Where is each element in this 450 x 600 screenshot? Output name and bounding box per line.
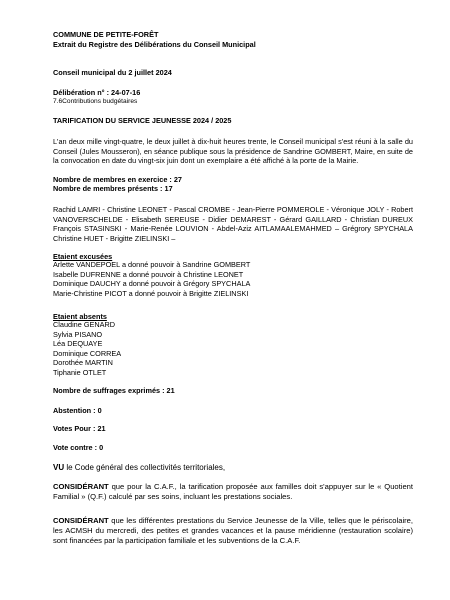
members-in-office: Nombre de membres en exercice : 27: [53, 175, 182, 184]
votes-against-count: Vote contre : 0: [53, 443, 104, 452]
abstention-count: Abstention : 0: [53, 406, 102, 415]
considerant-lead: CONSIDÉRANT: [53, 516, 109, 525]
absent-heading: Etaient absents: [53, 312, 107, 321]
conseil-date: Conseil municipal du 2 juillet 2024: [53, 68, 172, 77]
considerant-text: que les différentes prestations du Service Jeunesse de la Ville, telles que le périscolaire, les ACMSH du mercredi, des petites et grandes vacances et la pause méridienne (restauration scolaire) sont financées par la participation familiale et les subventions de la C.A.F.: [53, 516, 413, 545]
list-item: Claudine GENARD: [53, 320, 116, 329]
commune-name: COMMUNE DE PETITE-FORÊT: [53, 30, 159, 39]
absent-list: [53, 320, 413, 378]
list-item: Marie-Christine PICOT a donné pouvoir à Brigitte ZIELINSKI: [53, 288, 249, 298]
list-item: Sylvia PISANO: [53, 329, 103, 339]
list-item: Dominique DAUCHY a donné pouvoir à Grégory SPYCHALA: [53, 279, 251, 289]
document-title: TARIFICATION DU SERVICE JEUNESSE 2024 / 2025: [53, 116, 232, 125]
excused-heading: Etaient excusées: [53, 252, 113, 261]
vu-lead: VU: [53, 463, 65, 472]
members-present: Nombre de membres présents : 17: [53, 184, 173, 193]
considerant-1-paragraph: [53, 482, 413, 502]
list-item: Léa DEQUAYE: [53, 339, 103, 349]
list-item: Tiphanie OTLET: [53, 367, 107, 377]
vu-text: le Code général des collectivités territoriales,: [64, 463, 226, 472]
vu-paragraph: [53, 463, 413, 473]
intro-paragraph: L'an deux mille vingt-quatre, le deux juillet à dix-huit heures trente, le Conseil municipal s'est réuni à la salle du Conseil (Jules Mousseron), en séance publique sous la présidence de Sandrine GOMBERT, Maire, en suite de la convocation en date du vingt-six juin dont un exemplaire a été affiché à la porte de la Mairie.: [53, 137, 413, 166]
excused-list: [53, 260, 413, 298]
list-item: Dorothée MARTIN: [53, 358, 113, 368]
list-item: Arlette VANDEPOEL a donné pouvoir à Sandrine GOMBERT: [53, 260, 251, 269]
considerant-text: que pour la C.A.F., la tarification proposée aux familles doit s'appuyer sur le « Quotient Familial » (Q.F.) calculé par ses soins, incluant les prestations sociales.: [53, 482, 413, 501]
suffrages-count: Nombre de suffrages exprimés : 21: [53, 386, 175, 395]
list-item: Isabelle DUFRENNE a donné pouvoir à Christine LEONET: [53, 269, 244, 279]
considerant-2-paragraph: [53, 516, 413, 546]
present-members-list: Rachid LAMRI - Christine LEONET - Pascal CROMBE - Jean-Pierre POMMEROLE - Véronique JOLY - Robert VANOVERSCHELDE - Elisabeth SEREUSE - Didier DEMAREST - Gérard GAILLARD - Christian DUREUX François STASINSKI - Marie-Renée LOUVION - Abdel-Aziz AITLAMAALEMAHMED – Grégrory SPYCHALA Christine HUET - Brigitte ZIELINSKI –: [53, 205, 413, 243]
deliberation-number: Délibération n° : 24-07-16: [53, 88, 141, 97]
registre-extract: Extrait du Registre des Délibérations du Conseil Municipal: [53, 40, 256, 49]
list-item: Dominique CORREA: [53, 348, 122, 358]
considerant-lead: CONSIDÉRANT: [53, 482, 109, 491]
votes-for-count: Votes Pour : 21: [53, 424, 106, 433]
budget-code: 7.6Contributions budgétaires: [53, 98, 138, 105]
